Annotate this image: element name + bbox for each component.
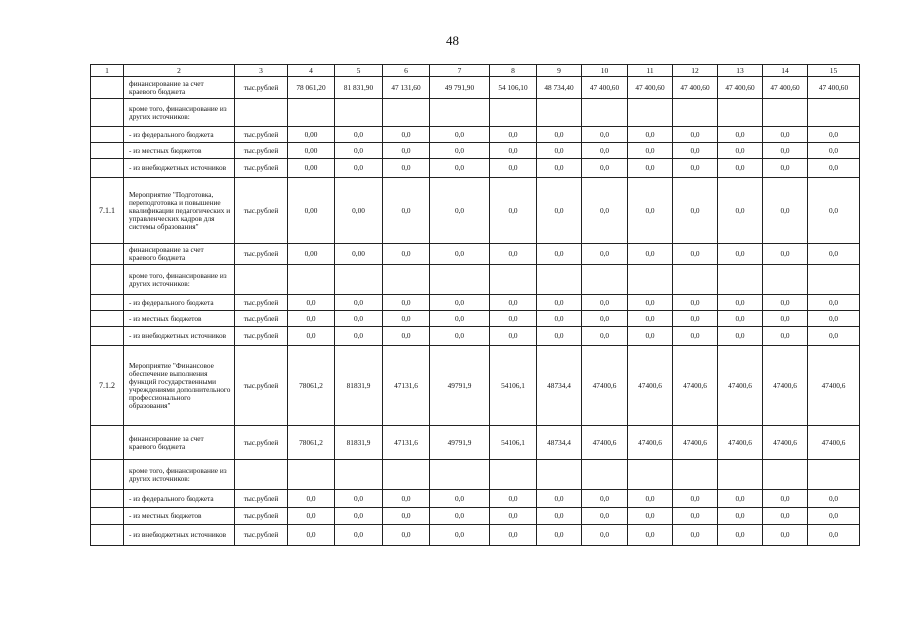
value-cell: 0,0 bbox=[430, 327, 490, 346]
value-cell: 78 061,20 bbox=[288, 77, 335, 99]
row-index-cell bbox=[91, 327, 124, 346]
value-cell: 0,0 bbox=[628, 327, 673, 346]
value-cell: 0,0 bbox=[490, 490, 537, 508]
value-cell: 0,0 bbox=[383, 311, 430, 327]
value-cell: 0,0 bbox=[808, 178, 860, 244]
row-unit-cell: тыс.рублей bbox=[235, 490, 288, 508]
value-cell: 0,0 bbox=[808, 143, 860, 159]
value-cell: 0,0 bbox=[490, 178, 537, 244]
value-cell: 0,0 bbox=[335, 490, 383, 508]
value-cell: 0,0 bbox=[808, 525, 860, 546]
value-cell: 0,0 bbox=[383, 178, 430, 244]
value-cell: 0,0 bbox=[763, 295, 808, 311]
row-unit-cell: тыс.рублей bbox=[235, 244, 288, 265]
value-cell: 0,0 bbox=[763, 143, 808, 159]
value-cell bbox=[383, 265, 430, 295]
value-cell bbox=[335, 265, 383, 295]
value-cell: 0,00 bbox=[335, 244, 383, 265]
value-cell: 0,0 bbox=[763, 178, 808, 244]
value-cell: 47400,6 bbox=[673, 426, 718, 460]
value-cell: 0,0 bbox=[537, 525, 582, 546]
value-cell: 0,0 bbox=[808, 508, 860, 525]
value-cell: 0,0 bbox=[718, 311, 763, 327]
value-cell: 0,0 bbox=[582, 159, 628, 178]
value-cell: 0,0 bbox=[582, 327, 628, 346]
value-cell bbox=[537, 460, 582, 490]
value-cell: 0,0 bbox=[628, 127, 673, 143]
row-description-cell: финансирование за счет краевого бюджета bbox=[124, 77, 235, 99]
value-cell: 0,0 bbox=[628, 508, 673, 525]
table-row bbox=[91, 159, 860, 178]
table-row bbox=[91, 490, 860, 508]
value-cell: 0,0 bbox=[430, 127, 490, 143]
table-row bbox=[91, 99, 860, 127]
value-cell: 0,0 bbox=[718, 525, 763, 546]
table-row bbox=[91, 525, 860, 546]
value-cell: 47400,6 bbox=[718, 346, 763, 426]
value-cell: 0,0 bbox=[718, 159, 763, 178]
value-cell bbox=[288, 460, 335, 490]
header-cell: 12 bbox=[673, 65, 718, 77]
value-cell: 47400,6 bbox=[763, 426, 808, 460]
value-cell: 0,0 bbox=[808, 159, 860, 178]
value-cell: 0,0 bbox=[537, 311, 582, 327]
row-index-cell bbox=[91, 265, 124, 295]
row-description-cell: финансирование за счет краевого бюджета bbox=[124, 244, 235, 265]
value-cell bbox=[335, 460, 383, 490]
value-cell: 0,0 bbox=[490, 525, 537, 546]
value-cell: 0,0 bbox=[628, 490, 673, 508]
value-cell: 0,0 bbox=[383, 295, 430, 311]
value-cell: 0,0 bbox=[673, 311, 718, 327]
header-row bbox=[91, 65, 860, 77]
value-cell: 0,0 bbox=[673, 159, 718, 178]
value-cell: 47 400,60 bbox=[673, 77, 718, 99]
row-description-cell: кроме того, финансирование из других источников: bbox=[124, 460, 235, 490]
value-cell: 0,0 bbox=[335, 295, 383, 311]
value-cell: 47400,6 bbox=[673, 346, 718, 426]
value-cell: 0,0 bbox=[718, 127, 763, 143]
row-index-cell: 7.1.2 bbox=[91, 346, 124, 426]
value-cell: 0,0 bbox=[763, 490, 808, 508]
row-unit-cell: тыс.рублей bbox=[235, 508, 288, 525]
value-cell: 0,00 bbox=[288, 244, 335, 265]
header-cell: 11 bbox=[628, 65, 673, 77]
header-cell: 7 bbox=[430, 65, 490, 77]
row-description-cell: финансирование за счет краевого бюджета bbox=[124, 426, 235, 460]
value-cell bbox=[763, 99, 808, 127]
row-description-cell: кроме того, финансирование из других источников: bbox=[124, 265, 235, 295]
value-cell: 0,0 bbox=[537, 295, 582, 311]
header-cell: 13 bbox=[718, 65, 763, 77]
header-cell: 6 bbox=[383, 65, 430, 77]
value-cell: 78061,2 bbox=[288, 426, 335, 460]
table-row bbox=[91, 77, 860, 99]
value-cell bbox=[383, 460, 430, 490]
value-cell bbox=[537, 265, 582, 295]
row-index-cell bbox=[91, 143, 124, 159]
value-cell bbox=[582, 265, 628, 295]
value-cell: 0,0 bbox=[582, 295, 628, 311]
value-cell bbox=[628, 99, 673, 127]
header-cell: 4 bbox=[288, 65, 335, 77]
value-cell: 0,0 bbox=[288, 295, 335, 311]
budget-table bbox=[90, 64, 860, 546]
value-cell: 0,0 bbox=[673, 178, 718, 244]
value-cell: 0,0 bbox=[383, 490, 430, 508]
value-cell: 0,0 bbox=[288, 327, 335, 346]
value-cell: 0,0 bbox=[537, 159, 582, 178]
value-cell: 0,0 bbox=[335, 508, 383, 525]
row-unit-cell: тыс.рублей bbox=[235, 346, 288, 426]
value-cell: 47400,6 bbox=[718, 426, 763, 460]
value-cell: 0,0 bbox=[582, 143, 628, 159]
value-cell: 0,00 bbox=[335, 178, 383, 244]
value-cell: 0,0 bbox=[718, 327, 763, 346]
header-cell: 5 bbox=[335, 65, 383, 77]
header-cell: 14 bbox=[763, 65, 808, 77]
value-cell: 47 400,60 bbox=[718, 77, 763, 99]
row-description-cell: - из федерального бюджета bbox=[124, 295, 235, 311]
value-cell: 0,0 bbox=[628, 178, 673, 244]
value-cell: 0,0 bbox=[763, 508, 808, 525]
row-description-cell: - из федерального бюджета bbox=[124, 490, 235, 508]
value-cell: 0,0 bbox=[673, 127, 718, 143]
header-cell: 15 bbox=[808, 65, 860, 77]
value-cell: 47 400,60 bbox=[628, 77, 673, 99]
table-row bbox=[91, 327, 860, 346]
row-index-cell bbox=[91, 490, 124, 508]
value-cell bbox=[808, 265, 860, 295]
row-description-cell: - из внебюджетных источников bbox=[124, 525, 235, 546]
value-cell: 0,0 bbox=[582, 508, 628, 525]
value-cell: 0,0 bbox=[383, 327, 430, 346]
row-description-cell: Мероприятие "Подготовка, переподготовка и повышение квалификации педагогических и управленческих кадров для системы образования" bbox=[124, 178, 235, 244]
row-description-cell: - из местных бюджетов bbox=[124, 311, 235, 327]
row-unit-cell bbox=[235, 460, 288, 490]
value-cell bbox=[430, 99, 490, 127]
value-cell: 47400,6 bbox=[808, 426, 860, 460]
value-cell bbox=[808, 99, 860, 127]
table-row bbox=[91, 244, 860, 265]
row-index-cell bbox=[91, 426, 124, 460]
value-cell: 0,0 bbox=[673, 525, 718, 546]
value-cell: 0,0 bbox=[383, 127, 430, 143]
value-cell: 0,0 bbox=[763, 159, 808, 178]
header-cell: 2 bbox=[124, 65, 235, 77]
value-cell bbox=[430, 265, 490, 295]
header-cell: 3 bbox=[235, 65, 288, 77]
value-cell bbox=[628, 265, 673, 295]
value-cell bbox=[383, 99, 430, 127]
value-cell: 0,0 bbox=[383, 159, 430, 178]
value-cell bbox=[335, 99, 383, 127]
value-cell: 54106,1 bbox=[490, 426, 537, 460]
row-index-cell bbox=[91, 159, 124, 178]
value-cell: 0,0 bbox=[335, 159, 383, 178]
row-description-cell: - из внебюджетных источников bbox=[124, 327, 235, 346]
value-cell: 0,0 bbox=[718, 143, 763, 159]
value-cell: 0,0 bbox=[763, 327, 808, 346]
row-index-cell bbox=[91, 525, 124, 546]
value-cell: 0,0 bbox=[430, 295, 490, 311]
value-cell: 0,0 bbox=[808, 244, 860, 265]
value-cell: 54106,1 bbox=[490, 346, 537, 426]
value-cell: 0,0 bbox=[582, 490, 628, 508]
value-cell bbox=[718, 460, 763, 490]
table-row bbox=[91, 143, 860, 159]
table-row bbox=[91, 178, 860, 244]
value-cell: 0,0 bbox=[628, 525, 673, 546]
value-cell: 0,0 bbox=[763, 525, 808, 546]
row-description-cell: - из местных бюджетов bbox=[124, 143, 235, 159]
value-cell: 0,0 bbox=[808, 327, 860, 346]
value-cell bbox=[673, 460, 718, 490]
value-cell: 0,0 bbox=[673, 244, 718, 265]
row-unit-cell: тыс.рублей bbox=[235, 77, 288, 99]
value-cell: 0,0 bbox=[628, 244, 673, 265]
page-number: 48 bbox=[446, 33, 459, 48]
value-cell: 0,0 bbox=[808, 490, 860, 508]
value-cell: 0,0 bbox=[537, 490, 582, 508]
row-description-cell: - из внебюджетных источников bbox=[124, 159, 235, 178]
value-cell: 0,0 bbox=[628, 143, 673, 159]
value-cell bbox=[288, 99, 335, 127]
row-index-cell bbox=[91, 311, 124, 327]
value-cell: 0,0 bbox=[763, 311, 808, 327]
row-description-cell: Мероприятие "Финансовое обеспечение выполнения функций государственными учреждениями дополнительного профессионального образования" bbox=[124, 346, 235, 426]
value-cell: 81831,9 bbox=[335, 426, 383, 460]
row-unit-cell bbox=[235, 99, 288, 127]
value-cell: 0,0 bbox=[718, 178, 763, 244]
value-cell: 0,0 bbox=[718, 508, 763, 525]
value-cell: 0,0 bbox=[763, 244, 808, 265]
value-cell: 47400,6 bbox=[808, 346, 860, 426]
value-cell bbox=[628, 460, 673, 490]
value-cell bbox=[490, 99, 537, 127]
value-cell bbox=[582, 460, 628, 490]
row-index-cell bbox=[91, 99, 124, 127]
row-unit-cell: тыс.рублей bbox=[235, 295, 288, 311]
value-cell bbox=[718, 99, 763, 127]
value-cell: 0,0 bbox=[582, 244, 628, 265]
row-index-cell bbox=[91, 127, 124, 143]
value-cell: 48 734,40 bbox=[537, 77, 582, 99]
value-cell: 0,0 bbox=[490, 127, 537, 143]
value-cell: 0,0 bbox=[490, 311, 537, 327]
value-cell: 0,0 bbox=[673, 295, 718, 311]
value-cell: 47 131,60 bbox=[383, 77, 430, 99]
value-cell: 0,0 bbox=[582, 127, 628, 143]
row-index-cell: 7.1.1 bbox=[91, 178, 124, 244]
value-cell: 47400,6 bbox=[582, 346, 628, 426]
value-cell bbox=[288, 265, 335, 295]
value-cell: 0,0 bbox=[383, 508, 430, 525]
value-cell: 54 106,10 bbox=[490, 77, 537, 99]
value-cell: 0,0 bbox=[490, 295, 537, 311]
value-cell: 0,00 bbox=[288, 127, 335, 143]
value-cell: 0,0 bbox=[430, 311, 490, 327]
value-cell: 0,0 bbox=[430, 244, 490, 265]
table-row bbox=[91, 295, 860, 311]
value-cell: 0,0 bbox=[335, 311, 383, 327]
value-cell: 0,0 bbox=[335, 525, 383, 546]
row-unit-cell: тыс.рублей bbox=[235, 127, 288, 143]
row-unit-cell bbox=[235, 265, 288, 295]
value-cell: 0,0 bbox=[628, 311, 673, 327]
value-cell: 0,0 bbox=[335, 143, 383, 159]
value-cell: 0,00 bbox=[288, 143, 335, 159]
value-cell: 0,0 bbox=[537, 127, 582, 143]
value-cell: 0,0 bbox=[718, 244, 763, 265]
value-cell bbox=[718, 265, 763, 295]
row-index-cell bbox=[91, 244, 124, 265]
header-cell: 9 bbox=[537, 65, 582, 77]
value-cell: 0,0 bbox=[582, 178, 628, 244]
header-cell: 1 bbox=[91, 65, 124, 77]
value-cell: 0,0 bbox=[808, 311, 860, 327]
value-cell: 0,0 bbox=[288, 490, 335, 508]
value-cell: 0,0 bbox=[673, 327, 718, 346]
value-cell: 0,0 bbox=[673, 508, 718, 525]
value-cell: 0,0 bbox=[383, 143, 430, 159]
row-unit-cell: тыс.рублей bbox=[235, 426, 288, 460]
value-cell: 0,0 bbox=[582, 525, 628, 546]
value-cell: 0,0 bbox=[537, 327, 582, 346]
value-cell: 0,0 bbox=[490, 327, 537, 346]
value-cell: 0,0 bbox=[288, 525, 335, 546]
value-cell: 0,0 bbox=[490, 143, 537, 159]
value-cell: 49791,9 bbox=[430, 346, 490, 426]
value-cell: 47 400,60 bbox=[808, 77, 860, 99]
value-cell: 0,0 bbox=[430, 508, 490, 525]
value-cell: 47131,6 bbox=[383, 426, 430, 460]
value-cell: 47400,6 bbox=[628, 426, 673, 460]
value-cell: 0,0 bbox=[628, 295, 673, 311]
value-cell: 0,0 bbox=[718, 490, 763, 508]
value-cell: 0,0 bbox=[490, 159, 537, 178]
value-cell bbox=[808, 460, 860, 490]
value-cell: 0,0 bbox=[763, 127, 808, 143]
row-index-cell bbox=[91, 295, 124, 311]
value-cell: 0,0 bbox=[808, 127, 860, 143]
row-index-cell bbox=[91, 77, 124, 99]
table-row bbox=[91, 265, 860, 295]
value-cell: 0,0 bbox=[718, 295, 763, 311]
value-cell: 49 791,90 bbox=[430, 77, 490, 99]
table-row bbox=[91, 311, 860, 327]
value-cell: 0,0 bbox=[673, 490, 718, 508]
value-cell bbox=[537, 99, 582, 127]
value-cell: 0,0 bbox=[430, 159, 490, 178]
value-cell: 81 831,90 bbox=[335, 77, 383, 99]
value-cell: 0,0 bbox=[288, 508, 335, 525]
value-cell: 48734,4 bbox=[537, 426, 582, 460]
value-cell: 0,0 bbox=[673, 143, 718, 159]
row-unit-cell: тыс.рублей bbox=[235, 327, 288, 346]
value-cell: 47 400,60 bbox=[763, 77, 808, 99]
value-cell bbox=[430, 460, 490, 490]
table-row bbox=[91, 426, 860, 460]
value-cell: 47400,6 bbox=[582, 426, 628, 460]
value-cell: 0,00 bbox=[288, 159, 335, 178]
value-cell bbox=[673, 99, 718, 127]
value-cell: 48734,4 bbox=[537, 346, 582, 426]
value-cell bbox=[490, 265, 537, 295]
value-cell: 47400,6 bbox=[628, 346, 673, 426]
value-cell: 0,0 bbox=[430, 490, 490, 508]
value-cell: 0,0 bbox=[537, 143, 582, 159]
value-cell: 0,0 bbox=[582, 311, 628, 327]
value-cell: 0,0 bbox=[628, 159, 673, 178]
table-row bbox=[91, 460, 860, 490]
row-unit-cell: тыс.рублей bbox=[235, 311, 288, 327]
value-cell: 0,0 bbox=[537, 508, 582, 525]
table-row bbox=[91, 127, 860, 143]
value-cell: 0,0 bbox=[383, 525, 430, 546]
value-cell: 0,0 bbox=[430, 525, 490, 546]
value-cell: 0,0 bbox=[383, 244, 430, 265]
header-cell: 10 bbox=[582, 65, 628, 77]
value-cell: 0,0 bbox=[537, 178, 582, 244]
value-cell: 0,0 bbox=[335, 327, 383, 346]
value-cell: 0,0 bbox=[808, 295, 860, 311]
value-cell: 0,0 bbox=[537, 244, 582, 265]
value-cell: 0,0 bbox=[288, 311, 335, 327]
value-cell: 0,0 bbox=[490, 244, 537, 265]
row-unit-cell: тыс.рублей bbox=[235, 159, 288, 178]
value-cell: 49791,9 bbox=[430, 426, 490, 460]
value-cell bbox=[582, 99, 628, 127]
row-description-cell: кроме того, финансирование из других источников: bbox=[124, 99, 235, 127]
value-cell bbox=[763, 460, 808, 490]
row-description-cell: - из федерального бюджета bbox=[124, 127, 235, 143]
row-unit-cell: тыс.рублей bbox=[235, 143, 288, 159]
row-description-cell: - из местных бюджетов bbox=[124, 508, 235, 525]
row-index-cell bbox=[91, 508, 124, 525]
value-cell bbox=[673, 265, 718, 295]
row-unit-cell: тыс.рублей bbox=[235, 178, 288, 244]
row-index-cell bbox=[91, 460, 124, 490]
table-row bbox=[91, 346, 860, 426]
value-cell bbox=[763, 265, 808, 295]
value-cell bbox=[490, 460, 537, 490]
value-cell: 47 400,60 bbox=[582, 77, 628, 99]
row-unit-cell: тыс.рублей bbox=[235, 525, 288, 546]
value-cell: 0,0 bbox=[430, 178, 490, 244]
value-cell: 0,0 bbox=[490, 508, 537, 525]
header-cell: 8 bbox=[490, 65, 537, 77]
value-cell: 78061,2 bbox=[288, 346, 335, 426]
value-cell: 0,0 bbox=[335, 127, 383, 143]
table-row bbox=[91, 508, 860, 525]
value-cell: 0,00 bbox=[288, 178, 335, 244]
value-cell: 47400,6 bbox=[763, 346, 808, 426]
value-cell: 0,0 bbox=[430, 143, 490, 159]
value-cell: 81831,9 bbox=[335, 346, 383, 426]
value-cell: 47131,6 bbox=[383, 346, 430, 426]
